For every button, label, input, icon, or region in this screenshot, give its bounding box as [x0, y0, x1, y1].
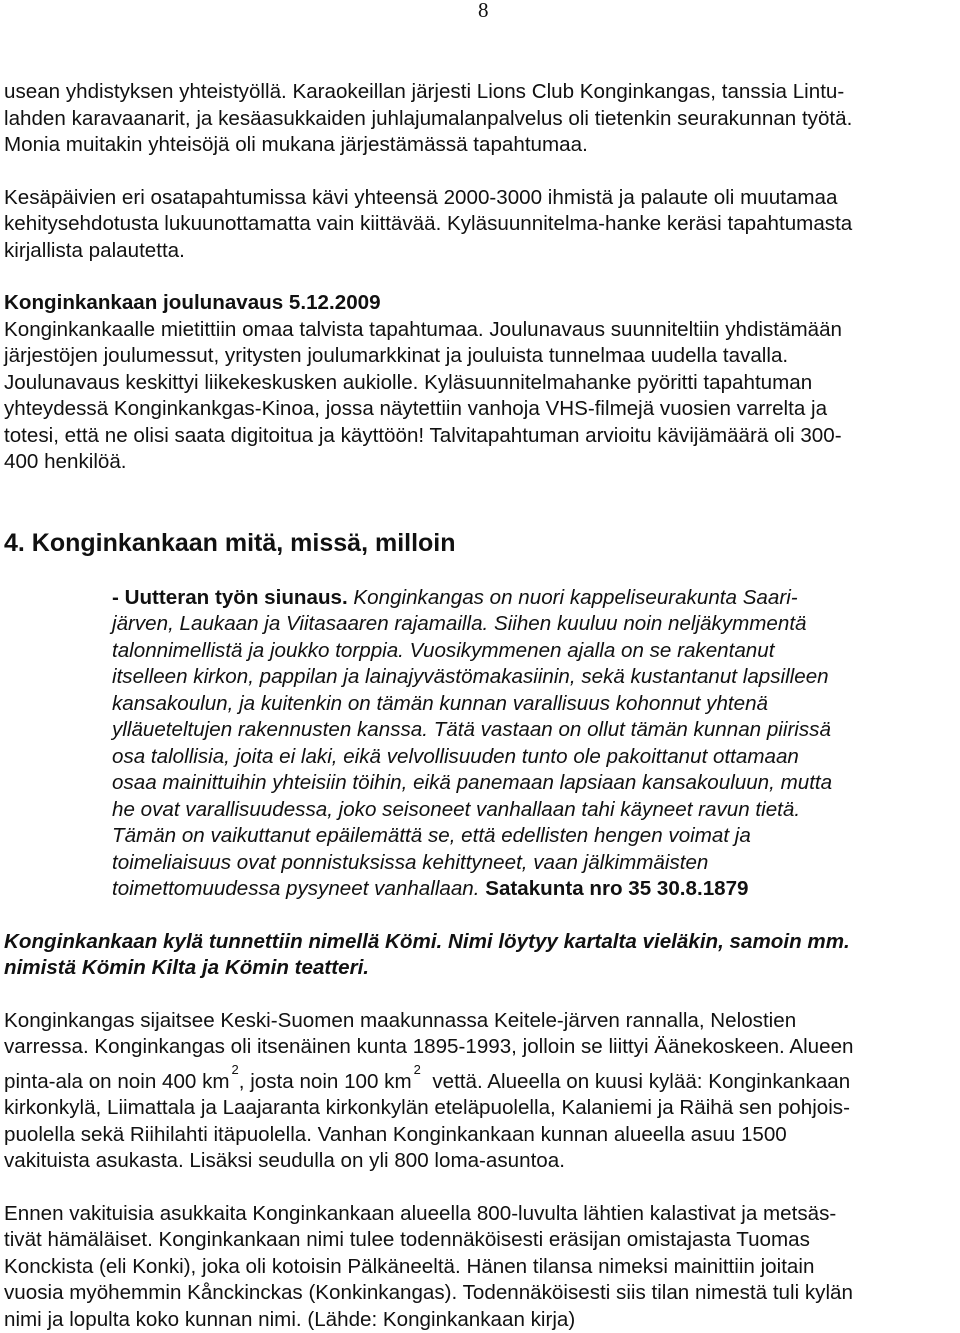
christmas-opening-section	[4, 290, 956, 476]
text-line: Konginkankaalle mietittiin omaa talvista tapahtumaa. Joulunavaus suunniteltiin yhdistämään	[4, 317, 956, 344]
text-line: lahden karavaanarit, ja kesäasukkaiden juhlajumalanpalvelus oli tietenkin seurakunnan työtä.	[4, 106, 956, 133]
quote-first-line	[112, 585, 956, 612]
text-line: kehitysehdotusta lukuunottamatta vain kiittävää. Kyläsuunnitelma-hanke keräsi tapahtumasta	[4, 211, 956, 238]
text-fragment: , josta noin 100 km	[239, 1070, 412, 1093]
text-line: Monia muitakin yhteisöjä oli mukana järjestämässä tapahtumaa.	[4, 132, 956, 159]
quote-last-line	[112, 876, 956, 903]
text-line: 400 henkilöä.	[4, 449, 956, 476]
text-line: Ennen vakituisia asukkaita Konginkankaan alueella 800-luvulta lähtien kalastivat ja metsäs-	[4, 1201, 956, 1228]
text-line: järjestöjen joulumessut, yritysten joulumarkkinat ja jouluista tunnelmaa uudella tavalla.	[4, 343, 956, 370]
quote-line: toimeliaisuus ovat ponnistuksissa kehittyneet, vaan jälkimmäisten	[112, 850, 956, 877]
text-line	[4, 1069, 956, 1096]
christmas-opening-title: Konginkankaan joulunavaus 5.12.2009	[4, 290, 956, 317]
summer-days-paragraph	[4, 185, 956, 265]
text-line: vuosia myöhemmin Kånckinckas (Konkinkangas). Todennäköisesti siis tilan nimestä tuli kylän	[4, 1280, 956, 1307]
document-body	[4, 79, 956, 1333]
superscript: 2	[232, 1062, 239, 1077]
quote-line: järven, Laukaan ja Viitasaaren rajamailla. Siihen kuuluu noin neljäkymmentä	[112, 611, 956, 638]
text-line: usean yhdistyksen yhteistyöllä. Karaokeillan järjesti Lions Club Konginkangas, tanssia Lintu-	[4, 79, 956, 106]
history-paragraph	[4, 1201, 956, 1333]
quote-line: osaa mainittuihin yhteisiin töihin, eikä panemaan lapsiaan kansakouluun, mutta	[112, 770, 956, 797]
quote-text: toimettomuudessa pysyneet vanhallaan.	[112, 877, 479, 900]
name-note-paragraph	[4, 929, 956, 982]
text-line: tivät hämäläiset. Konginkankaan nimi tulee todennäköisesti eräsijan omistajasta Tuomas	[4, 1227, 956, 1254]
page-number: 8	[478, 0, 489, 23]
superscript: 2	[414, 1062, 421, 1077]
quote-text: Konginkangas on nuori kappeliseurakunta Saari-	[348, 586, 798, 609]
text-line: kirkonkylä, Liimattala ja Laajaranta kirkonkylän eteläpuolella, Kalaniemi ja Räihä sen pohjois-	[4, 1095, 956, 1122]
text-line: Joulunavaus keskittyi liikekeskusken aukiolle. Kyläsuunnitelmahanke pyöritti tapahtuman	[4, 370, 956, 397]
text-line: Konckista (eli Konki), joka oli kotoisin Pälkäneeltä. Hänen tilansa nimeksi mainittiin joitain	[4, 1254, 956, 1281]
location-paragraph	[4, 1008, 956, 1175]
text-line: Konginkankaan kylä tunnettiin nimellä Kömi. Nimi löytyy kartalta vieläkin, samoin mm.	[4, 929, 956, 956]
text-line: Konginkangas sijaitsee Keski-Suomen maakunnassa Keitele-järven rannalla, Nelostien	[4, 1008, 956, 1035]
section-4-heading: 4. Konginkankaan mitä, missä, milloin	[4, 528, 956, 558]
text-line: totesi, että ne olisi saata digitoitua ja käyttöön! Talvitapahtuman arvioitu kävijämäärä oli 300-	[4, 423, 956, 450]
text-line: puolella sekä Riihilahti itäpuolella. Vanhan Konginkankaan kunnan alueella asuu 1500	[4, 1122, 956, 1149]
text-line: vakituista asukasta. Lisäksi seudulla on yli 800 loma-asuntoa.	[4, 1148, 956, 1175]
quote-line: he ovat varallisuudessa, joko seisoneet vanhallaan tahi käyneet ravun tietä.	[112, 797, 956, 824]
quote-line: ylläueteltujen rakennusten kanssa. Tätä vastaan on ollut tämän kunnan piirissä	[112, 717, 956, 744]
text-line: yhteydessä Konginkankgas-Kinoa, jossa näytettiin vanhoja VHS-filmejä vuosien varrelta ja	[4, 396, 956, 423]
text-line: nimi ja lopulta koko kunnan nimi. (Lähde: Konginkankaan kirja)	[4, 1307, 956, 1333]
quote-line: kansakoulun, ja kuitenkin on tämän kunnan varallisuus kohonnut yhtenä	[112, 691, 956, 718]
quote-line: Tämän on vaikuttanut epäilemättä se, että edellisten hengen voimat ja	[112, 823, 956, 850]
quote-lead: - Uutteran työn siunaus.	[112, 586, 348, 609]
text-line: varressa. Konginkangas oli itsenäinen kunta 1895-1993, jolloin se liittyi Äänekoskeen. Alueen	[4, 1034, 956, 1061]
text-line: nimistä Kömin Kilta ja Kömin teatteri.	[4, 955, 956, 982]
text-line: kirjallista palautetta.	[4, 238, 956, 265]
historical-quote	[112, 585, 956, 903]
quote-line: talonnimellistä ja joukko torppia. Vuosikymmenen ajalla on se rakentanut	[112, 638, 956, 665]
quote-source: Satakunta nro 35 30.8.1879	[485, 877, 748, 900]
text-fragment: vettä. Alueella on kuusi kylää: Konginkankaan	[421, 1070, 850, 1093]
quote-line: osa talollisia, joita ei laki, eikä velvollisuuden tunto ole pakoittanut ottamaan	[112, 744, 956, 771]
intro-paragraph	[4, 79, 956, 159]
quote-line: itselleen kirkon, pappilan ja lainajyvästömakasiinin, sekä kustantanut lapsilleen	[112, 664, 956, 691]
text-line: Kesäpäivien eri osatapahtumissa kävi yhteensä 2000-3000 ihmistä ja palaute oli muutamaa	[4, 185, 956, 212]
text-fragment: pinta-ala on noin 400 km	[4, 1070, 230, 1093]
